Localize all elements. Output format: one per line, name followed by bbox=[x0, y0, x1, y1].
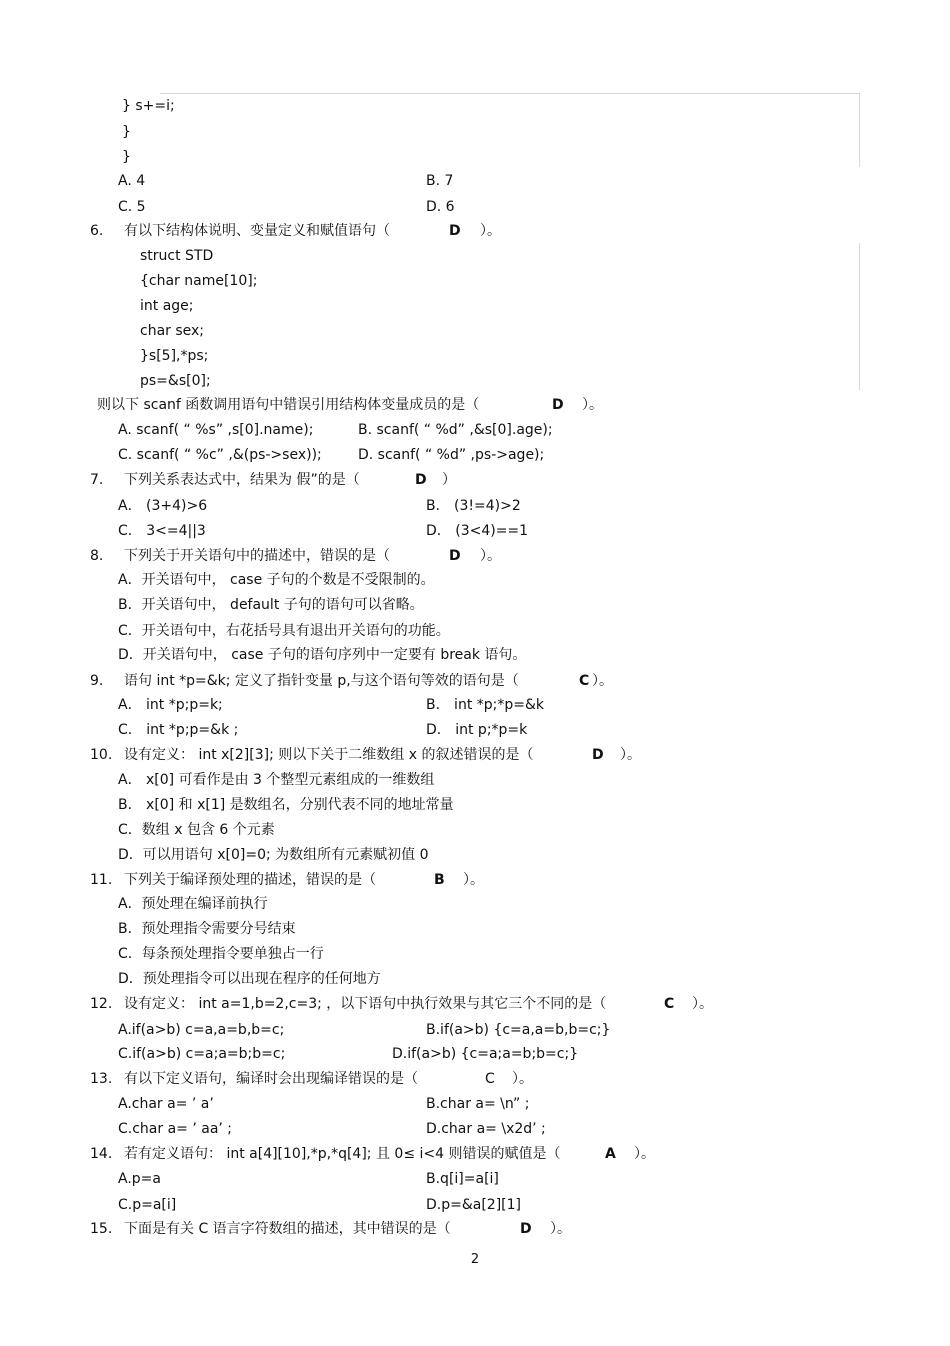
answer-letter: A bbox=[605, 1146, 616, 1162]
q6-option-c: C. scanf( “ %c” ,&(ps->sex)); bbox=[118, 447, 322, 463]
question-close: ）。 bbox=[692, 996, 713, 1012]
question-close: ）。 bbox=[512, 1071, 533, 1087]
q14-option-d: D.p=&a[2][1] bbox=[426, 1197, 522, 1213]
q7-option-a: A． (3+4)>6 bbox=[118, 498, 208, 514]
page-number: 2 bbox=[470, 1252, 480, 1267]
code-line: char sex; bbox=[140, 323, 205, 339]
q6-option-d: D. scanf( “ %d” ,ps->age); bbox=[358, 447, 545, 463]
question-number: 14. bbox=[90, 1146, 113, 1162]
code-line: struct STD bbox=[140, 248, 214, 264]
answer-letter: C bbox=[579, 673, 590, 689]
q9-option-d: D． int p;*p=k bbox=[426, 722, 528, 738]
question-close: ）。 bbox=[480, 548, 501, 564]
q7-option-b: B． (3!=4)>2 bbox=[426, 498, 521, 514]
answer-letter: C bbox=[664, 996, 675, 1012]
question-close: ）。 bbox=[592, 673, 613, 689]
q6-option-a: A. scanf( “ %s” ,s[0].name); bbox=[118, 422, 314, 438]
code-line: {char name[10]; bbox=[140, 273, 258, 289]
q14-option-b: B.q[i]=a[i] bbox=[426, 1171, 499, 1187]
code-line: }s[5],*ps; bbox=[140, 348, 209, 364]
q10-option: D．可以用语句 x[0]=0; 为数组所有元素赋初值 0 bbox=[118, 847, 429, 863]
q8-option: C．开关语句中，右花括号具有退出开关语句的功能。 bbox=[118, 623, 450, 639]
question-close: ） bbox=[442, 472, 456, 488]
q8-option: D．开关语句中， case 子句的语句序列中一定要有 break 语句。 bbox=[118, 647, 527, 663]
answer-letter: B bbox=[434, 872, 445, 888]
q13-option-d: D.char a= \x2d’ ; bbox=[426, 1121, 546, 1137]
q14-option-a: A.p=a bbox=[118, 1171, 161, 1187]
question-close: ）。 bbox=[620, 747, 641, 763]
answer-letter: D bbox=[592, 747, 604, 763]
question-number: 8. bbox=[90, 548, 104, 564]
question-close: ）。 bbox=[463, 872, 484, 888]
question-close: ）。 bbox=[634, 1146, 655, 1162]
question-number: 7. bbox=[90, 472, 104, 488]
q13-option-a: A.char a= ’ a’ bbox=[118, 1096, 214, 1112]
answer-letter: D bbox=[449, 223, 461, 239]
q11-option: C．每条预处理指令要单独占一行 bbox=[118, 946, 324, 962]
code-box-top-rule bbox=[160, 93, 860, 94]
question-close: ）。 bbox=[480, 223, 501, 239]
question-number: 12. bbox=[90, 996, 113, 1012]
q10-option: C．数组 x 包含 6 个元素 bbox=[118, 822, 275, 838]
code-line: } s+=i; bbox=[122, 98, 175, 114]
question-text: 有以下结构体说明、变量定义和赋值语句（ bbox=[124, 223, 390, 239]
q5-option-b: B. 7 bbox=[426, 173, 454, 189]
question-text: 下列关于编译预处理的描述，错误的是（ bbox=[124, 872, 376, 888]
answer-letter: C bbox=[485, 1071, 495, 1087]
q5-option-a: A. 4 bbox=[118, 173, 146, 189]
question-text: 设有定义： int x[2][3]; 则以下关于二维数组 x 的叙述错误的是（ bbox=[124, 747, 534, 763]
question-text: 下列关于开关语句中的描述中，错误的是（ bbox=[124, 548, 390, 564]
question-text: 若有定义语句： int a[4][10],*p,*q[4]; 且 0≤ i<4 则错误的赋值是（ bbox=[124, 1146, 561, 1162]
q9-option-b: B． int *p;*p=&k bbox=[426, 697, 545, 713]
question-number: 15. bbox=[90, 1221, 113, 1237]
q12-option-b: B.if(a>b) {c=a,a=b,b=c;} bbox=[426, 1022, 611, 1038]
question-close: ）。 bbox=[582, 397, 603, 413]
q8-option: A．开关语句中， case 子句的个数是不受限制的。 bbox=[118, 572, 435, 588]
code-line: } bbox=[122, 149, 131, 165]
code-line: int age; bbox=[140, 298, 194, 314]
question-number: 6. bbox=[90, 223, 104, 239]
q7-option-d: D． (3<4)==1 bbox=[426, 523, 529, 539]
q10-option: B． x[0] 和 x[1] 是数组名，分别代表不同的地址常量 bbox=[118, 797, 454, 813]
question-number: 11. bbox=[90, 872, 113, 888]
q8-option: B．开关语句中， default 子句的语句可以省略。 bbox=[118, 597, 424, 613]
question-text: 设有定义： int a=1,b=2,c=3; ，以下语句中执行效果与其它三个不同的是（ bbox=[124, 996, 607, 1012]
code-line: } bbox=[122, 124, 131, 140]
q12-option-c: C.if(a>b) c=a;a=b;b=c; bbox=[118, 1046, 286, 1062]
code-box-right-rule bbox=[859, 93, 860, 167]
question-text: 下面是有关 C 语言字符数组的描述，其中错误的是（ bbox=[124, 1221, 451, 1237]
q9-option-a: A． int *p;p=k; bbox=[118, 697, 223, 713]
q11-option: B．预处理指令需要分号结束 bbox=[118, 921, 296, 937]
q11-option: D．预处理指令可以出现在程序的任何地方 bbox=[118, 971, 381, 987]
q12-option-d: D.if(a>b) {c=a;a=b;b=c;} bbox=[392, 1046, 579, 1062]
question-number: 9. bbox=[90, 673, 104, 689]
answer-letter: D bbox=[520, 1221, 532, 1237]
answer-letter: D bbox=[552, 397, 564, 413]
q5-option-d: D. 6 bbox=[426, 199, 455, 215]
q9-option-c: C． int *p;p=&k ; bbox=[118, 722, 239, 738]
question-text: 有以下定义语句，编译时会出现编译错误的是（ bbox=[124, 1071, 418, 1087]
q6-option-b: B. scanf( “ %d” ,&s[0].age); bbox=[358, 422, 553, 438]
q11-option: A．预处理在编译前执行 bbox=[118, 896, 268, 912]
code-line: ps=&s[0]; bbox=[140, 373, 211, 389]
question-text: 语句 int *p=&k; 定义了指针变量 p,与这个语句等效的语句是（ bbox=[124, 673, 519, 689]
q7-option-c: C． 3<=4||3 bbox=[118, 523, 206, 539]
question-text: 下列关系表达式中，结果为 假”的是（ bbox=[124, 472, 360, 488]
q13-option-c: C.char a= ’ aa’ ; bbox=[118, 1121, 233, 1137]
question-text: 则以下 scanf 函数调用语句中错误引用结构体变量成员的是（ bbox=[97, 397, 480, 413]
answer-letter: D bbox=[415, 472, 427, 488]
question-number: 10. bbox=[90, 747, 113, 763]
q14-option-c: C.p=a[i] bbox=[118, 1197, 177, 1213]
question-close: ）。 bbox=[550, 1221, 571, 1237]
q10-option: A． x[0] 可看作是由 3 个整型元素组成的一维数组 bbox=[118, 772, 435, 788]
q5-option-c: C. 5 bbox=[118, 199, 146, 215]
q12-option-a: A.if(a>b) c=a,a=b,b=c; bbox=[118, 1022, 285, 1038]
q13-option-b: B.char a= \n” ; bbox=[426, 1096, 530, 1112]
answer-letter: D bbox=[449, 548, 461, 564]
question-number: 13. bbox=[90, 1071, 113, 1087]
code-box-right-rule-2 bbox=[859, 243, 860, 390]
